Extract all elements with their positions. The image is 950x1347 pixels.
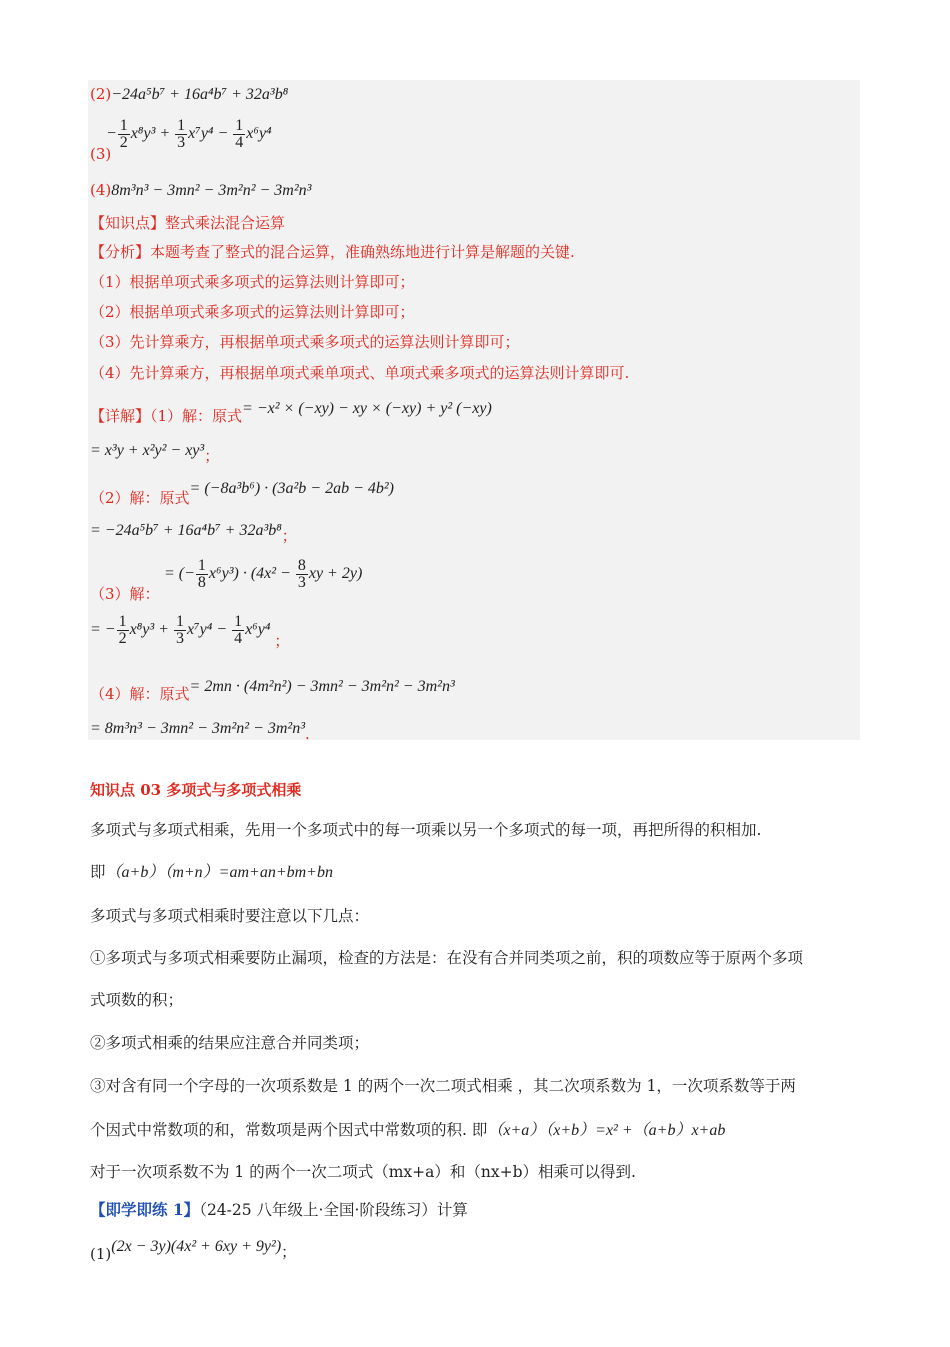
exercise-source: （24-25 八年级上·全国·阶段练习）计算 [199,1201,468,1219]
answer-3-label: (3) [90,145,112,163]
detail-4 [90,676,455,703]
answer-4-label: (4) [90,181,112,199]
exercise-header [90,1200,468,1220]
analysis: 【分析】本题考查了整式的混合运算，准确熟练地进行计算是解题的关键. [90,243,575,261]
detail-2 [90,478,394,507]
section-paragraph-3: 多项式与多项式相乘时要注意以下几点： [90,907,370,925]
exercise-tag: 【即学即练 1】 [90,1200,200,1219]
answer-2-expr: −24a⁵b⁷ + 16a⁴b⁷ + 32a³b⁸ [111,86,289,103]
detail-2-result: = −24a⁵b⁷ + 16a⁴b⁷ + 32a³b⁸； [90,522,297,545]
section-point-2: ②多项式相乘的结果应注意合并同类项； [90,1034,370,1052]
section-point-3-cont: 个因式中常数项的和，常数项是两个因式中常数项的积. 即（x+a）（x+b）=x² +（a+b）x+ab [90,1121,726,1139]
section-paragraph-4: 对于一次项系数不为 1 的两个一次二项式（mx+a）和（nx+b）相乘可以得到. [90,1163,636,1181]
detail-1-result: = x³y + x²y² − xy³； [90,442,220,465]
detail-1-label: 【详解】（1）解：原式 [90,407,243,425]
answer-2 [90,84,288,105]
analysis-step-4: （4）先计算乘方，再根据单项式乘单项式、单项式乘多项式的运算法则计算即可. [90,364,630,382]
section-title: 知识点 03 多项式与多项式相乘 [90,781,302,799]
analysis-step-1: （1）根据单项式乘多项式的运算法则计算即可； [90,273,415,291]
detail-1 [90,398,492,425]
detail-4-expr: = 2mn · (4m²n²) − 3mn² − 3m²n² − 3m²n³ [189,678,455,695]
answer-3-expr: − $\frac{1}{2}$ x⁸y³ + $\frac{1}{3}$ x⁷y⁴ − $\frac{1}{4}$ x⁶y⁴ [106,117,272,151]
knowledge-point: 【知识点】整式乘法混合运算 [90,214,286,232]
detail-3-label: （3）解： [90,585,160,603]
section-point-1: ①多项式与多项式相乘要防止漏项，检查的方法是：在没有合并同类项之前，积的项数应等于原两个多项 [90,949,804,967]
analysis-step-3: （3）先计算乘方，再根据单项式乘多项式的运算法则计算即可； [90,333,520,351]
detail-3-expr: = (− $\frac{1}{8}$ x⁶y³) · (4x² − $\frac{8}{3}$ xy + 2y) [164,557,363,591]
detail-1-expr: = −x² × (−xy) − xy × (−xy) + y² (−xy) [242,400,492,417]
answer-4-expr: 8m³n³ − 3mn² − 3m²n² − 3m²n³ [111,182,312,199]
section-point-3: ③对含有同一个字母的一次项系数是 1 的两个一次二项式相乘 ，其二次项系数为 1，一次项系数等于两 [90,1077,796,1095]
section-paragraph-1: 多项式与多项式相乘，先用一个多项式中的每一项乘以另一个多项式的每一项，再把所得的积相加. [90,821,762,839]
detail-2-label: （2）解：原式 [90,489,190,507]
section-paragraph-2: 即（a+b）（m+n）=am+an+bm+bn [90,863,333,881]
detail-2-expr: = (−8a³b⁶) · (3a²b − 2ab − 4b²) [189,480,394,497]
detail-3-result: = − $\frac{1}{2}$ x⁸y³ + $\frac{1}{3}$ x⁷y⁴ − $\frac{1}{4}$ x⁶y⁴ ； [90,613,290,651]
exercise-question-1: (1)(2x − 3y)(4x² + 6xy + 9y²)； [90,1238,297,1263]
answer-4 [90,180,311,201]
detail-4-result: = 8m³n³ − 3mn² − 3m²n² − 3m²n³. [90,720,310,743]
answer-2-label: (2) [90,85,112,103]
detail-4-label: （4）解：原式 [90,685,190,703]
analysis-step-2: （2）根据单项式乘多项式的运算法则计算即可； [90,303,415,321]
section-point-1-cont: 式项数的积； [90,991,184,1009]
